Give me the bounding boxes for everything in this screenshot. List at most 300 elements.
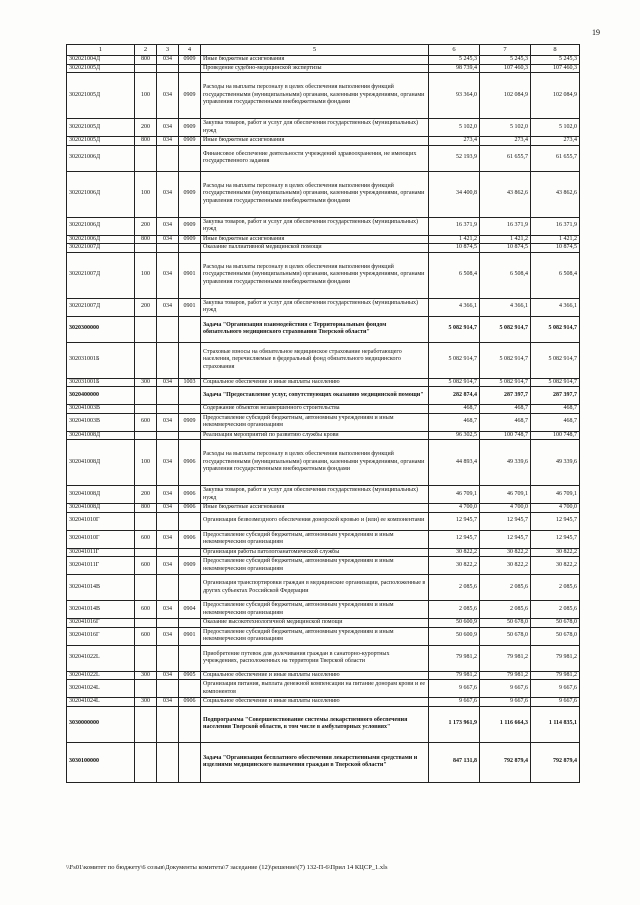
section-code-cell bbox=[179, 706, 201, 742]
expense-type-cell: 800 bbox=[135, 56, 157, 65]
expense-type-cell: 100 bbox=[135, 73, 157, 119]
program-code-cell: 302041008Д bbox=[67, 431, 135, 440]
amount-col8-cell: 49 339,6 bbox=[531, 440, 580, 486]
ministry-code-cell: 034 bbox=[157, 413, 179, 431]
program-code-cell: 302041008Д bbox=[67, 486, 135, 504]
amount-col8-cell: 30 822,2 bbox=[531, 548, 580, 557]
table-row bbox=[67, 171, 580, 217]
amount-col8-cell: 792 879,4 bbox=[531, 742, 580, 782]
program-code-cell: 302031001Б bbox=[67, 378, 135, 387]
amount-col8-cell: 9 667,6 bbox=[531, 698, 580, 707]
expense-type-cell: 600 bbox=[135, 601, 157, 619]
item-name-cell: Предоставление субсидий бюджетным, автономным учреждениям и иным некоммерческим организациям bbox=[201, 557, 429, 575]
item-name-cell: Предоставление субсидий бюджетным, автономным учреждениям и иным некоммерческим организациям bbox=[201, 627, 429, 645]
amount-col6-cell: 93 364,0 bbox=[429, 73, 480, 119]
ministry-code-cell: 034 bbox=[157, 440, 179, 486]
ministry-code-cell: 034 bbox=[157, 557, 179, 575]
amount-col6-cell: 10 874,5 bbox=[429, 244, 480, 253]
section-code-cell bbox=[179, 680, 201, 698]
ministry-code-cell: 034 bbox=[157, 698, 179, 707]
program-code-cell: 302031001Б bbox=[67, 342, 135, 378]
amount-col8-cell: 12 945,7 bbox=[531, 512, 580, 530]
file-path-footer: \\Fs01\комитет по бюджету\6 созыв\Документы комитета\7 заседание (12)\решение\(7) 132-П-6\Прил 14 КЦСР_1.xls bbox=[66, 864, 388, 871]
table-row bbox=[67, 217, 580, 235]
table-row bbox=[67, 378, 580, 387]
table-row bbox=[67, 557, 580, 575]
program-code-cell: 302041011Г bbox=[67, 557, 135, 575]
amount-col6-cell: 1 173 961,9 bbox=[429, 706, 480, 742]
amount-col6-cell: 5 102,0 bbox=[429, 119, 480, 137]
ministry-code-cell: 034 bbox=[157, 627, 179, 645]
amount-col7-cell: 792 879,4 bbox=[480, 742, 531, 782]
ministry-code-cell: 034 bbox=[157, 137, 179, 146]
program-code-cell: 302041016Г bbox=[67, 619, 135, 628]
amount-col7-cell: 61 655,7 bbox=[480, 145, 531, 171]
item-name-cell: Расходы на выплаты персоналу в целях обеспечения выполнения функций государственными (муниципальными) органами, казенными учреждениями, органами управления государственными внебюджетными фондами bbox=[201, 440, 429, 486]
program-code-cell: 302041022L bbox=[67, 645, 135, 671]
expense-type-cell: 300 bbox=[135, 698, 157, 707]
item-name-cell: Страховые взносы на обязательное медицинское страхование неработающего населения, перечисляемые в федеральный фонд обязательного медицинского страхования bbox=[201, 342, 429, 378]
expense-type-cell: 200 bbox=[135, 217, 157, 235]
amount-col8-cell: 79 981,2 bbox=[531, 671, 580, 680]
section-code-cell: 0909 bbox=[179, 73, 201, 119]
table-row bbox=[67, 119, 580, 137]
program-code-cell: 3030100000 bbox=[67, 742, 135, 782]
table-row bbox=[67, 742, 580, 782]
item-name-cell: Приобретение путевок для долечивания граждан в санаторно-курортных учреждениях, расположенных на территории Тверской области bbox=[201, 645, 429, 671]
expense-type-cell bbox=[135, 645, 157, 671]
ministry-code-cell: 034 bbox=[157, 73, 179, 119]
column-header: 6 bbox=[429, 45, 480, 56]
column-header: 4 bbox=[179, 45, 201, 56]
item-name-cell: Иные бюджетные ассигнования bbox=[201, 137, 429, 146]
column-header: 3 bbox=[157, 45, 179, 56]
table-row bbox=[67, 680, 580, 698]
section-code-cell bbox=[179, 742, 201, 782]
item-name-cell: Задача "Организация взаимодействия с Территориальным фондом обязательного медицинского страхования Тверской области" bbox=[201, 316, 429, 342]
section-code-cell: 0909 bbox=[179, 217, 201, 235]
section-code-cell: 0906 bbox=[179, 698, 201, 707]
amount-col8-cell: 2 085,6 bbox=[531, 601, 580, 619]
amount-col6-cell: 468,7 bbox=[429, 405, 480, 414]
amount-col7-cell: 10 874,5 bbox=[480, 244, 531, 253]
program-code-cell: 302021005Д bbox=[67, 137, 135, 146]
item-name-cell: Задача "Предоставление услуг, сопутствующих оказанию медицинской помощи" bbox=[201, 387, 429, 405]
table-row bbox=[67, 486, 580, 504]
amount-col8-cell: 2 085,6 bbox=[531, 575, 580, 601]
expense-type-cell bbox=[135, 431, 157, 440]
amount-col7-cell: 9 667,6 bbox=[480, 680, 531, 698]
column-header: 8 bbox=[531, 45, 580, 56]
item-name-cell: Закупка товаров, работ и услуг для обеспечения государственных (муниципальных) нужд bbox=[201, 119, 429, 137]
section-code-cell: 0909 bbox=[179, 557, 201, 575]
section-code-cell: 0901 bbox=[179, 627, 201, 645]
amount-col7-cell: 43 862,6 bbox=[480, 171, 531, 217]
section-code-cell bbox=[179, 316, 201, 342]
ministry-code-cell bbox=[157, 405, 179, 414]
program-code-cell: 302021007Д bbox=[67, 244, 135, 253]
ministry-code-cell: 034 bbox=[157, 601, 179, 619]
amount-col7-cell: 468,7 bbox=[480, 413, 531, 431]
expense-type-cell bbox=[135, 244, 157, 253]
budget-table bbox=[66, 44, 580, 783]
program-code-cell: 302041022L bbox=[67, 671, 135, 680]
expense-type-cell: 300 bbox=[135, 378, 157, 387]
amount-col7-cell: 102 084,9 bbox=[480, 73, 531, 119]
section-code-cell bbox=[179, 145, 201, 171]
amount-col8-cell: 287 397,7 bbox=[531, 387, 580, 405]
amount-col6-cell: 468,7 bbox=[429, 413, 480, 431]
item-name-cell: Предоставление субсидий бюджетным, автономным учреждениям и иным некоммерческим организациям bbox=[201, 413, 429, 431]
program-code-cell: 302041010Г bbox=[67, 512, 135, 530]
amount-col6-cell: 5 082 914,7 bbox=[429, 342, 480, 378]
amount-col6-cell: 46 709,1 bbox=[429, 486, 480, 504]
amount-col7-cell: 1 116 664,3 bbox=[480, 706, 531, 742]
item-name-cell: Расходы на выплаты персоналу в целях обеспечения выполнения функций государственными (муниципальными) органами, казенными учреждениями, органами управления государственными внебюджетными фондами bbox=[201, 73, 429, 119]
item-name-cell: Организация работы патологоанатомической службы bbox=[201, 548, 429, 557]
amount-col8-cell: 1 421,2 bbox=[531, 235, 580, 244]
amount-col6-cell: 5 082 914,7 bbox=[429, 316, 480, 342]
amount-col8-cell: 79 981,2 bbox=[531, 645, 580, 671]
expense-type-cell: 800 bbox=[135, 137, 157, 146]
section-code-cell: 0901 bbox=[179, 252, 201, 298]
section-code-cell: 0909 bbox=[179, 119, 201, 137]
expense-type-cell bbox=[135, 680, 157, 698]
program-code-cell: 302041024L bbox=[67, 680, 135, 698]
ministry-code-cell bbox=[157, 64, 179, 73]
program-code-cell: 302041003В bbox=[67, 413, 135, 431]
ministry-code-cell: 034 bbox=[157, 504, 179, 513]
amount-col7-cell: 5 082 914,7 bbox=[480, 316, 531, 342]
ministry-code-cell: 034 bbox=[157, 56, 179, 65]
item-name-cell: Предоставление субсидий бюджетным, автономным учреждениям и иным некоммерческим организациям bbox=[201, 530, 429, 548]
amount-col6-cell: 79 981,2 bbox=[429, 671, 480, 680]
program-code-cell: 302021006Д bbox=[67, 235, 135, 244]
expense-type-cell bbox=[135, 64, 157, 73]
amount-col6-cell: 30 822,2 bbox=[429, 557, 480, 575]
expense-type-cell bbox=[135, 619, 157, 628]
item-name-cell: Проведение судебно-медицинской экспертизы bbox=[201, 64, 429, 73]
ministry-code-cell: 034 bbox=[157, 378, 179, 387]
amount-col8-cell: 4 700,0 bbox=[531, 504, 580, 513]
amount-col7-cell: 9 667,6 bbox=[480, 698, 531, 707]
item-name-cell: Организация питания, выплата денежной компенсации на питание донорам крови и ее компонентов bbox=[201, 680, 429, 698]
ministry-code-cell bbox=[157, 619, 179, 628]
amount-col7-cell: 107 460,3 bbox=[480, 64, 531, 73]
section-code-cell bbox=[179, 548, 201, 557]
item-name-cell: Предоставление субсидий бюджетным, автономным учреждениям и иным некоммерческим организациям bbox=[201, 601, 429, 619]
expense-type-cell bbox=[135, 512, 157, 530]
section-code-cell: 1003 bbox=[179, 378, 201, 387]
table-row bbox=[67, 431, 580, 440]
amount-col7-cell: 287 397,7 bbox=[480, 387, 531, 405]
section-code-cell: 0904 bbox=[179, 601, 201, 619]
section-code-cell: 0906 bbox=[179, 530, 201, 548]
expense-type-cell bbox=[135, 387, 157, 405]
amount-col8-cell: 468,7 bbox=[531, 413, 580, 431]
ministry-code-cell bbox=[157, 512, 179, 530]
amount-col7-cell: 5 245,3 bbox=[480, 56, 531, 65]
amount-col8-cell: 50 678,0 bbox=[531, 627, 580, 645]
item-name-cell: Иные бюджетные ассигнования bbox=[201, 235, 429, 244]
amount-col7-cell: 16 371,9 bbox=[480, 217, 531, 235]
table-row bbox=[67, 575, 580, 601]
table-row bbox=[67, 504, 580, 513]
table-row bbox=[67, 73, 580, 119]
amount-col6-cell: 79 981,2 bbox=[429, 645, 480, 671]
amount-col7-cell: 12 945,7 bbox=[480, 512, 531, 530]
ministry-code-cell bbox=[157, 645, 179, 671]
column-header: 7 bbox=[480, 45, 531, 56]
program-code-cell: 3020400000 bbox=[67, 387, 135, 405]
expense-type-cell: 600 bbox=[135, 627, 157, 645]
section-code-cell: 0901 bbox=[179, 298, 201, 316]
table-body bbox=[67, 56, 580, 783]
ministry-code-cell: 034 bbox=[157, 486, 179, 504]
item-name-cell: Организация безвозмездного обеспечения донорской кровью и (или) ее компонентами bbox=[201, 512, 429, 530]
table-row bbox=[67, 244, 580, 253]
amount-col6-cell: 96 302,5 bbox=[429, 431, 480, 440]
ministry-code-cell: 034 bbox=[157, 252, 179, 298]
amount-col8-cell: 5 082 914,7 bbox=[531, 316, 580, 342]
amount-col8-cell: 30 822,2 bbox=[531, 557, 580, 575]
table-row bbox=[67, 405, 580, 414]
table-row bbox=[67, 706, 580, 742]
item-name-cell: Социальное обеспечение и иные выплаты населению bbox=[201, 698, 429, 707]
expense-type-cell: 800 bbox=[135, 235, 157, 244]
ministry-code-cell bbox=[157, 387, 179, 405]
amount-col6-cell: 34 400,8 bbox=[429, 171, 480, 217]
amount-col6-cell: 1 421,2 bbox=[429, 235, 480, 244]
expense-type-cell: 600 bbox=[135, 557, 157, 575]
amount-col6-cell: 4 366,1 bbox=[429, 298, 480, 316]
table-row bbox=[67, 512, 580, 530]
amount-col7-cell: 1 421,2 bbox=[480, 235, 531, 244]
ministry-code-cell bbox=[157, 680, 179, 698]
program-code-cell: 302041014В bbox=[67, 575, 135, 601]
amount-col7-cell: 30 822,2 bbox=[480, 557, 531, 575]
program-code-cell: 302041008Д bbox=[67, 440, 135, 486]
table-row bbox=[67, 548, 580, 557]
ministry-code-cell: 034 bbox=[157, 235, 179, 244]
amount-col6-cell: 52 193,9 bbox=[429, 145, 480, 171]
program-code-cell: 302041011Г bbox=[67, 548, 135, 557]
amount-col6-cell: 6 508,4 bbox=[429, 252, 480, 298]
amount-col7-cell: 4 700,0 bbox=[480, 504, 531, 513]
amount-col8-cell: 16 371,9 bbox=[531, 217, 580, 235]
amount-col7-cell: 273,4 bbox=[480, 137, 531, 146]
amount-col8-cell: 46 709,1 bbox=[531, 486, 580, 504]
amount-col6-cell: 5 245,3 bbox=[429, 56, 480, 65]
ministry-code-cell bbox=[157, 244, 179, 253]
amount-col8-cell: 50 678,0 bbox=[531, 619, 580, 628]
amount-col7-cell: 5 102,0 bbox=[480, 119, 531, 137]
amount-col6-cell: 9 667,6 bbox=[429, 698, 480, 707]
expense-type-cell: 100 bbox=[135, 252, 157, 298]
expense-type-cell: 100 bbox=[135, 440, 157, 486]
program-code-cell: 302021007Д bbox=[67, 252, 135, 298]
item-name-cell: Закупка товаров, работ и услуг для обеспечения государственных (муниципальных) нужд bbox=[201, 486, 429, 504]
column-header: 5 bbox=[201, 45, 429, 56]
item-name-cell: Расходы на выплаты персоналу в целях обеспечения выполнения функций государственными (муниципальными) органами, казенными учреждениями, органами управления государственными внебюджетными фондами bbox=[201, 171, 429, 217]
section-code-cell bbox=[179, 431, 201, 440]
table-row bbox=[67, 145, 580, 171]
amount-col8-cell: 107 460,3 bbox=[531, 64, 580, 73]
program-code-cell: 302021006Д bbox=[67, 145, 135, 171]
amount-col6-cell: 12 945,7 bbox=[429, 530, 480, 548]
item-name-cell: Оказание паллиативной медицинской помощи bbox=[201, 244, 429, 253]
expense-type-cell: 800 bbox=[135, 504, 157, 513]
program-code-cell: 302041014В bbox=[67, 601, 135, 619]
ministry-code-cell: 034 bbox=[157, 171, 179, 217]
amount-col6-cell: 12 945,7 bbox=[429, 512, 480, 530]
amount-col8-cell: 5 082 914,7 bbox=[531, 378, 580, 387]
section-code-cell: 0906 bbox=[179, 440, 201, 486]
amount-col7-cell: 4 366,1 bbox=[480, 298, 531, 316]
amount-col7-cell: 50 678,0 bbox=[480, 619, 531, 628]
section-code-cell: 0905 bbox=[179, 671, 201, 680]
ministry-code-cell bbox=[157, 575, 179, 601]
amount-col7-cell: 79 981,2 bbox=[480, 645, 531, 671]
section-code-cell bbox=[179, 244, 201, 253]
amount-col7-cell: 2 085,6 bbox=[480, 601, 531, 619]
amount-col6-cell: 50 600,9 bbox=[429, 627, 480, 645]
amount-col6-cell: 44 893,4 bbox=[429, 440, 480, 486]
item-name-cell: Реализация мероприятий по развитию службы крови bbox=[201, 431, 429, 440]
ministry-code-cell bbox=[157, 742, 179, 782]
program-code-cell: 302021006Д bbox=[67, 171, 135, 217]
section-code-cell: 0909 bbox=[179, 413, 201, 431]
program-code-cell: 302041008Д bbox=[67, 504, 135, 513]
amount-col8-cell: 43 862,6 bbox=[531, 171, 580, 217]
amount-col7-cell: 12 945,7 bbox=[480, 530, 531, 548]
table-row bbox=[67, 671, 580, 680]
expense-type-cell: 200 bbox=[135, 486, 157, 504]
program-code-cell: 3020300000 bbox=[67, 316, 135, 342]
amount-col7-cell: 49 339,6 bbox=[480, 440, 531, 486]
section-code-cell bbox=[179, 342, 201, 378]
amount-col6-cell: 2 085,6 bbox=[429, 575, 480, 601]
program-code-cell: 302021005Д bbox=[67, 73, 135, 119]
amount-col6-cell: 2 085,6 bbox=[429, 601, 480, 619]
amount-col8-cell: 12 945,7 bbox=[531, 530, 580, 548]
section-code-cell: 0906 bbox=[179, 504, 201, 513]
amount-col8-cell: 6 508,4 bbox=[531, 252, 580, 298]
expense-type-cell: 600 bbox=[135, 530, 157, 548]
amount-col7-cell: 100 748,7 bbox=[480, 431, 531, 440]
item-name-cell: Закупка товаров, работ и услуг для обеспечения государственных (муниципальных) нужд bbox=[201, 217, 429, 235]
section-code-cell: 0909 bbox=[179, 171, 201, 217]
program-code-cell: 302041024L bbox=[67, 698, 135, 707]
amount-col7-cell: 6 508,4 bbox=[480, 252, 531, 298]
table-row bbox=[67, 298, 580, 316]
item-name-cell: Финансовое обеспечение деятельности учреждений здравоохранения, не имеющих государственного задания bbox=[201, 145, 429, 171]
item-name-cell: Подпрограмма "Совершенствование системы лекарственного обеспечения населения Тверской области, в том числе в амбулаторных условиях" bbox=[201, 706, 429, 742]
section-code-cell bbox=[179, 619, 201, 628]
expense-type-cell: 100 bbox=[135, 171, 157, 217]
table-row bbox=[67, 235, 580, 244]
program-code-cell: 302041016Г bbox=[67, 627, 135, 645]
program-code-cell: 3030000000 bbox=[67, 706, 135, 742]
amount-col8-cell: 61 655,7 bbox=[531, 145, 580, 171]
program-code-cell: 302021005Д bbox=[67, 119, 135, 137]
item-name-cell: Организация транспортировки граждан в медицинские организации, расположенные в других субъектах Российской Федерации bbox=[201, 575, 429, 601]
amount-col6-cell: 4 700,0 bbox=[429, 504, 480, 513]
amount-col6-cell: 30 822,2 bbox=[429, 548, 480, 557]
expense-type-cell bbox=[135, 342, 157, 378]
amount-col6-cell: 282 874,4 bbox=[429, 387, 480, 405]
section-code-cell: 0909 bbox=[179, 56, 201, 65]
section-code-cell: 0909 bbox=[179, 235, 201, 244]
section-code-cell: 0909 bbox=[179, 137, 201, 146]
expense-type-cell: 300 bbox=[135, 671, 157, 680]
expense-type-cell bbox=[135, 145, 157, 171]
ministry-code-cell bbox=[157, 342, 179, 378]
item-name-cell: Задача "Организация бесплатного обеспечения лекарственными средствами и изделиями медицинского назначения граждан в Тверской области" bbox=[201, 742, 429, 782]
amount-col7-cell: 5 082 914,7 bbox=[480, 378, 531, 387]
column-number-row bbox=[67, 45, 580, 56]
table-row bbox=[67, 64, 580, 73]
item-name-cell: Расходы на выплаты персоналу в целях обеспечения выполнения функций государственными (муниципальными) органами, казенными учреждениями, органами управления государственными внебюджетными фондами bbox=[201, 252, 429, 298]
amount-col6-cell: 9 667,6 bbox=[429, 680, 480, 698]
program-code-cell: 302021007Д bbox=[67, 298, 135, 316]
section-code-cell bbox=[179, 387, 201, 405]
amount-col8-cell: 273,4 bbox=[531, 137, 580, 146]
amount-col7-cell: 50 678,0 bbox=[480, 627, 531, 645]
amount-col6-cell: 847 131,8 bbox=[429, 742, 480, 782]
column-header: 2 bbox=[135, 45, 157, 56]
ministry-code-cell bbox=[157, 145, 179, 171]
amount-col7-cell: 468,7 bbox=[480, 405, 531, 414]
table-row bbox=[67, 316, 580, 342]
ministry-code-cell: 034 bbox=[157, 298, 179, 316]
table-row bbox=[67, 530, 580, 548]
section-code-cell bbox=[179, 64, 201, 73]
amount-col8-cell: 4 366,1 bbox=[531, 298, 580, 316]
table-row bbox=[67, 342, 580, 378]
ministry-code-cell: 034 bbox=[157, 530, 179, 548]
section-code-cell bbox=[179, 575, 201, 601]
item-name-cell: Содержание объектов незавершенного строительства bbox=[201, 405, 429, 414]
ministry-code-cell bbox=[157, 431, 179, 440]
section-code-cell bbox=[179, 645, 201, 671]
item-name-cell: Социальное обеспечение и иные выплаты населению bbox=[201, 378, 429, 387]
amount-col6-cell: 5 082 914,7 bbox=[429, 378, 480, 387]
item-name-cell: Иные бюджетные ассигнования bbox=[201, 56, 429, 65]
table-row bbox=[67, 137, 580, 146]
section-code-cell bbox=[179, 405, 201, 414]
amount-col6-cell: 16 371,9 bbox=[429, 217, 480, 235]
amount-col8-cell: 5 082 914,7 bbox=[531, 342, 580, 378]
amount-col7-cell: 79 981,2 bbox=[480, 671, 531, 680]
expense-type-cell bbox=[135, 575, 157, 601]
expense-type-cell bbox=[135, 405, 157, 414]
amount-col7-cell: 2 085,6 bbox=[480, 575, 531, 601]
amount-col6-cell: 98 739,4 bbox=[429, 64, 480, 73]
expense-type-cell: 200 bbox=[135, 298, 157, 316]
table-row bbox=[67, 440, 580, 486]
program-code-cell: 302041010Г bbox=[67, 530, 135, 548]
page-number: 19 bbox=[592, 28, 600, 37]
table-row bbox=[67, 413, 580, 431]
expense-type-cell bbox=[135, 742, 157, 782]
table-row bbox=[67, 601, 580, 619]
amount-col8-cell: 5 102,0 bbox=[531, 119, 580, 137]
amount-col7-cell: 46 709,1 bbox=[480, 486, 531, 504]
expense-type-cell: 600 bbox=[135, 413, 157, 431]
column-header: 1 bbox=[67, 45, 135, 56]
table-row bbox=[67, 627, 580, 645]
